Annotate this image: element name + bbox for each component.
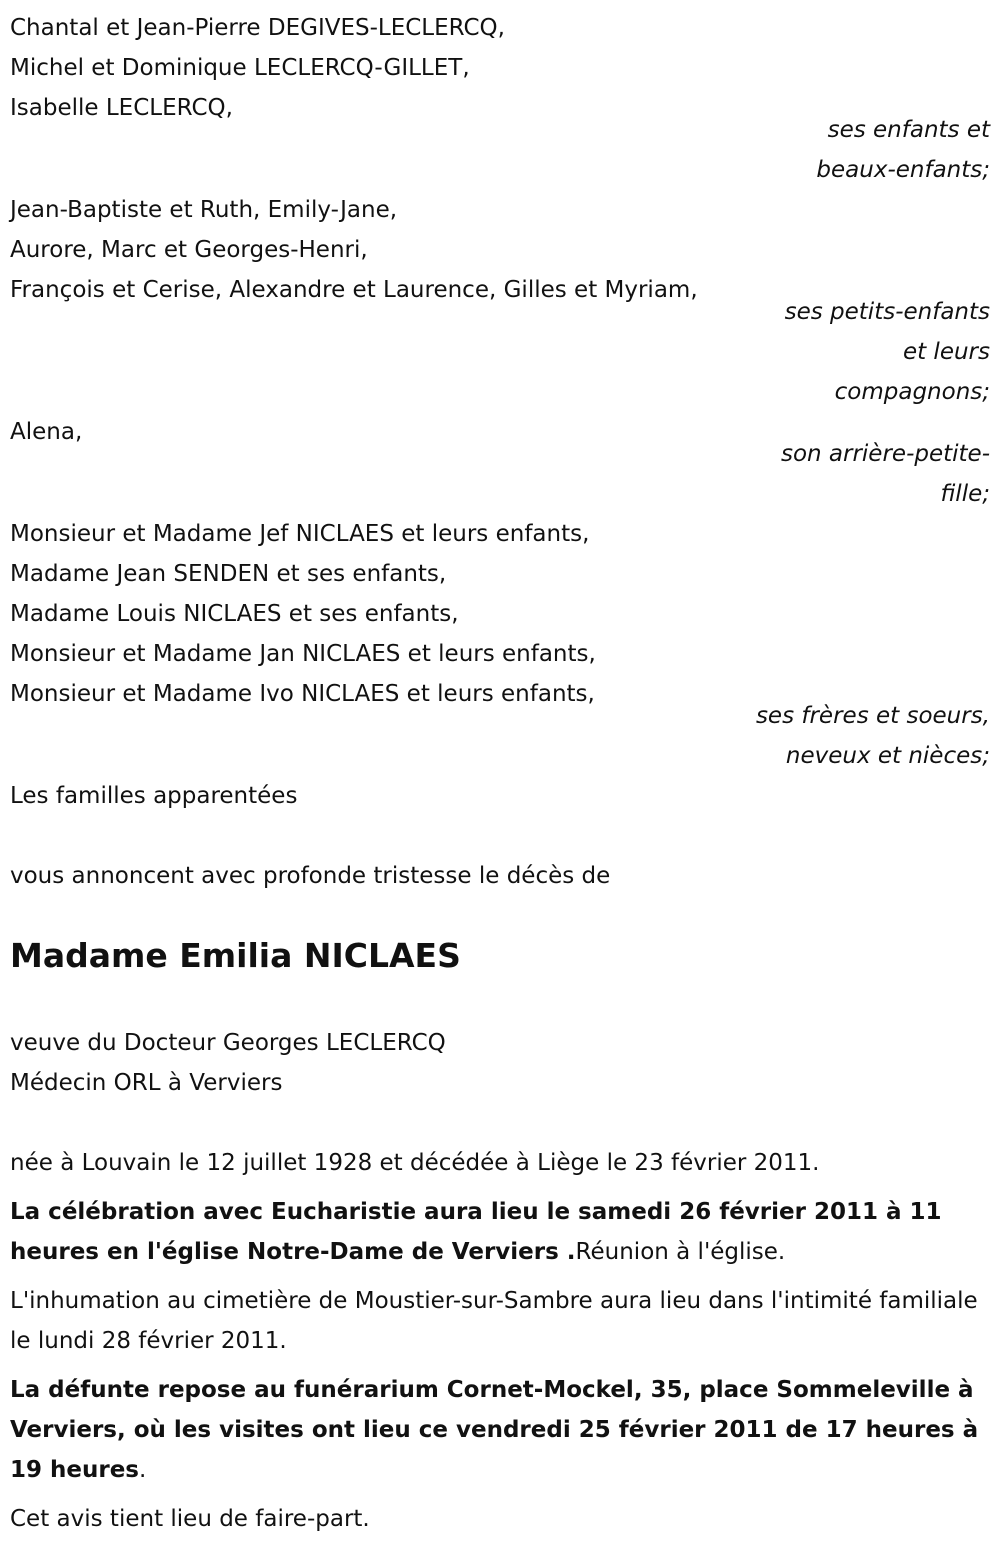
burial-paragraph: L'inhumation au cimetière de Moustier-sur-Sambre aura lieu dans l'intimité familiale le lundi 28 février 2011. xyxy=(10,1288,978,1354)
family-group-children xyxy=(10,8,990,190)
name-line: Alena, xyxy=(10,419,83,445)
family-group-siblings xyxy=(10,514,990,776)
family-group-grandchildren xyxy=(10,190,990,412)
celebration-paragraph xyxy=(10,1192,990,1272)
relation-line: et leurs xyxy=(902,339,990,365)
relation-line: beaux-enfants; xyxy=(816,157,990,183)
families-line: Les familles apparentées xyxy=(10,783,298,809)
widow-of: veuve du Docteur Georges LECLERCQ xyxy=(10,1030,446,1056)
visit-paragraph xyxy=(10,1370,990,1490)
name-line: Aurore, Marc et Georges-Henri, xyxy=(10,237,368,263)
name-line: Chantal et Jean-Pierre DEGIVES-LECLERCQ, xyxy=(10,15,505,41)
celebration-reunion: Réunion à l'église. xyxy=(575,1239,786,1265)
relation-line: ses petits-enfants xyxy=(784,299,990,325)
announcement: vous annoncent avec profonde tristesse le décès de xyxy=(10,863,611,889)
name-line: Isabelle LECLERCQ, xyxy=(10,95,233,121)
name-line: Jean-Baptiste et Ruth, Emily-Jane, xyxy=(10,197,398,223)
relation-line: ses enfants et xyxy=(827,117,990,143)
name-line: François et Cerise, Alexandre et Laurence, Gilles et Myriam, xyxy=(10,277,698,303)
name-line: Monsieur et Madame Jan NICLAES et leurs enfants, xyxy=(10,641,596,667)
name-line: Michel et Dominique LECLERCQ-GILLET, xyxy=(10,55,470,81)
relation-line: son arrière-petite- xyxy=(780,441,990,467)
relation-line: neveux et nièces; xyxy=(785,743,990,769)
relation-line: fille; xyxy=(940,481,990,507)
name-line: Madame Louis NICLAES et ses enfants, xyxy=(10,601,459,627)
visit-details: La défunte repose au funérarium Cornet-Mockel, 35, place Sommeleville à Verviers, où les visites ont lieu ce vendredi 25 février 2011 de 17 heures à 19 heures xyxy=(10,1377,979,1483)
birth-death: née à Louvain le 12 juillet 1928 et décédée à Liège le 23 février 2011. xyxy=(10,1150,820,1176)
name-line: Monsieur et Madame Ivo NICLAES et leurs enfants, xyxy=(10,681,595,707)
name-line: Madame Jean SENDEN et ses enfants, xyxy=(10,561,447,587)
celebration-details: La célébration avec Eucharistie aura lieu le samedi 26 février 2011 à 11 heures en l'église Notre-Dame de Verviers . xyxy=(10,1199,942,1265)
relation-line: compagnons; xyxy=(834,379,990,405)
relation-line: ses frères et soeurs, xyxy=(755,703,990,729)
family-group-great-grandchild xyxy=(10,412,990,514)
name-line: Monsieur et Madame Jef NICLAES et leurs enfants, xyxy=(10,521,590,547)
profession: Médecin ORL à Verviers xyxy=(10,1070,283,1096)
closing-line: Cet avis tient lieu de faire-part. xyxy=(10,1506,370,1532)
deceased-name: Madame Emilia NICLAES xyxy=(10,936,461,975)
visit-period: . xyxy=(139,1457,147,1483)
obituary-notice xyxy=(10,8,990,1539)
